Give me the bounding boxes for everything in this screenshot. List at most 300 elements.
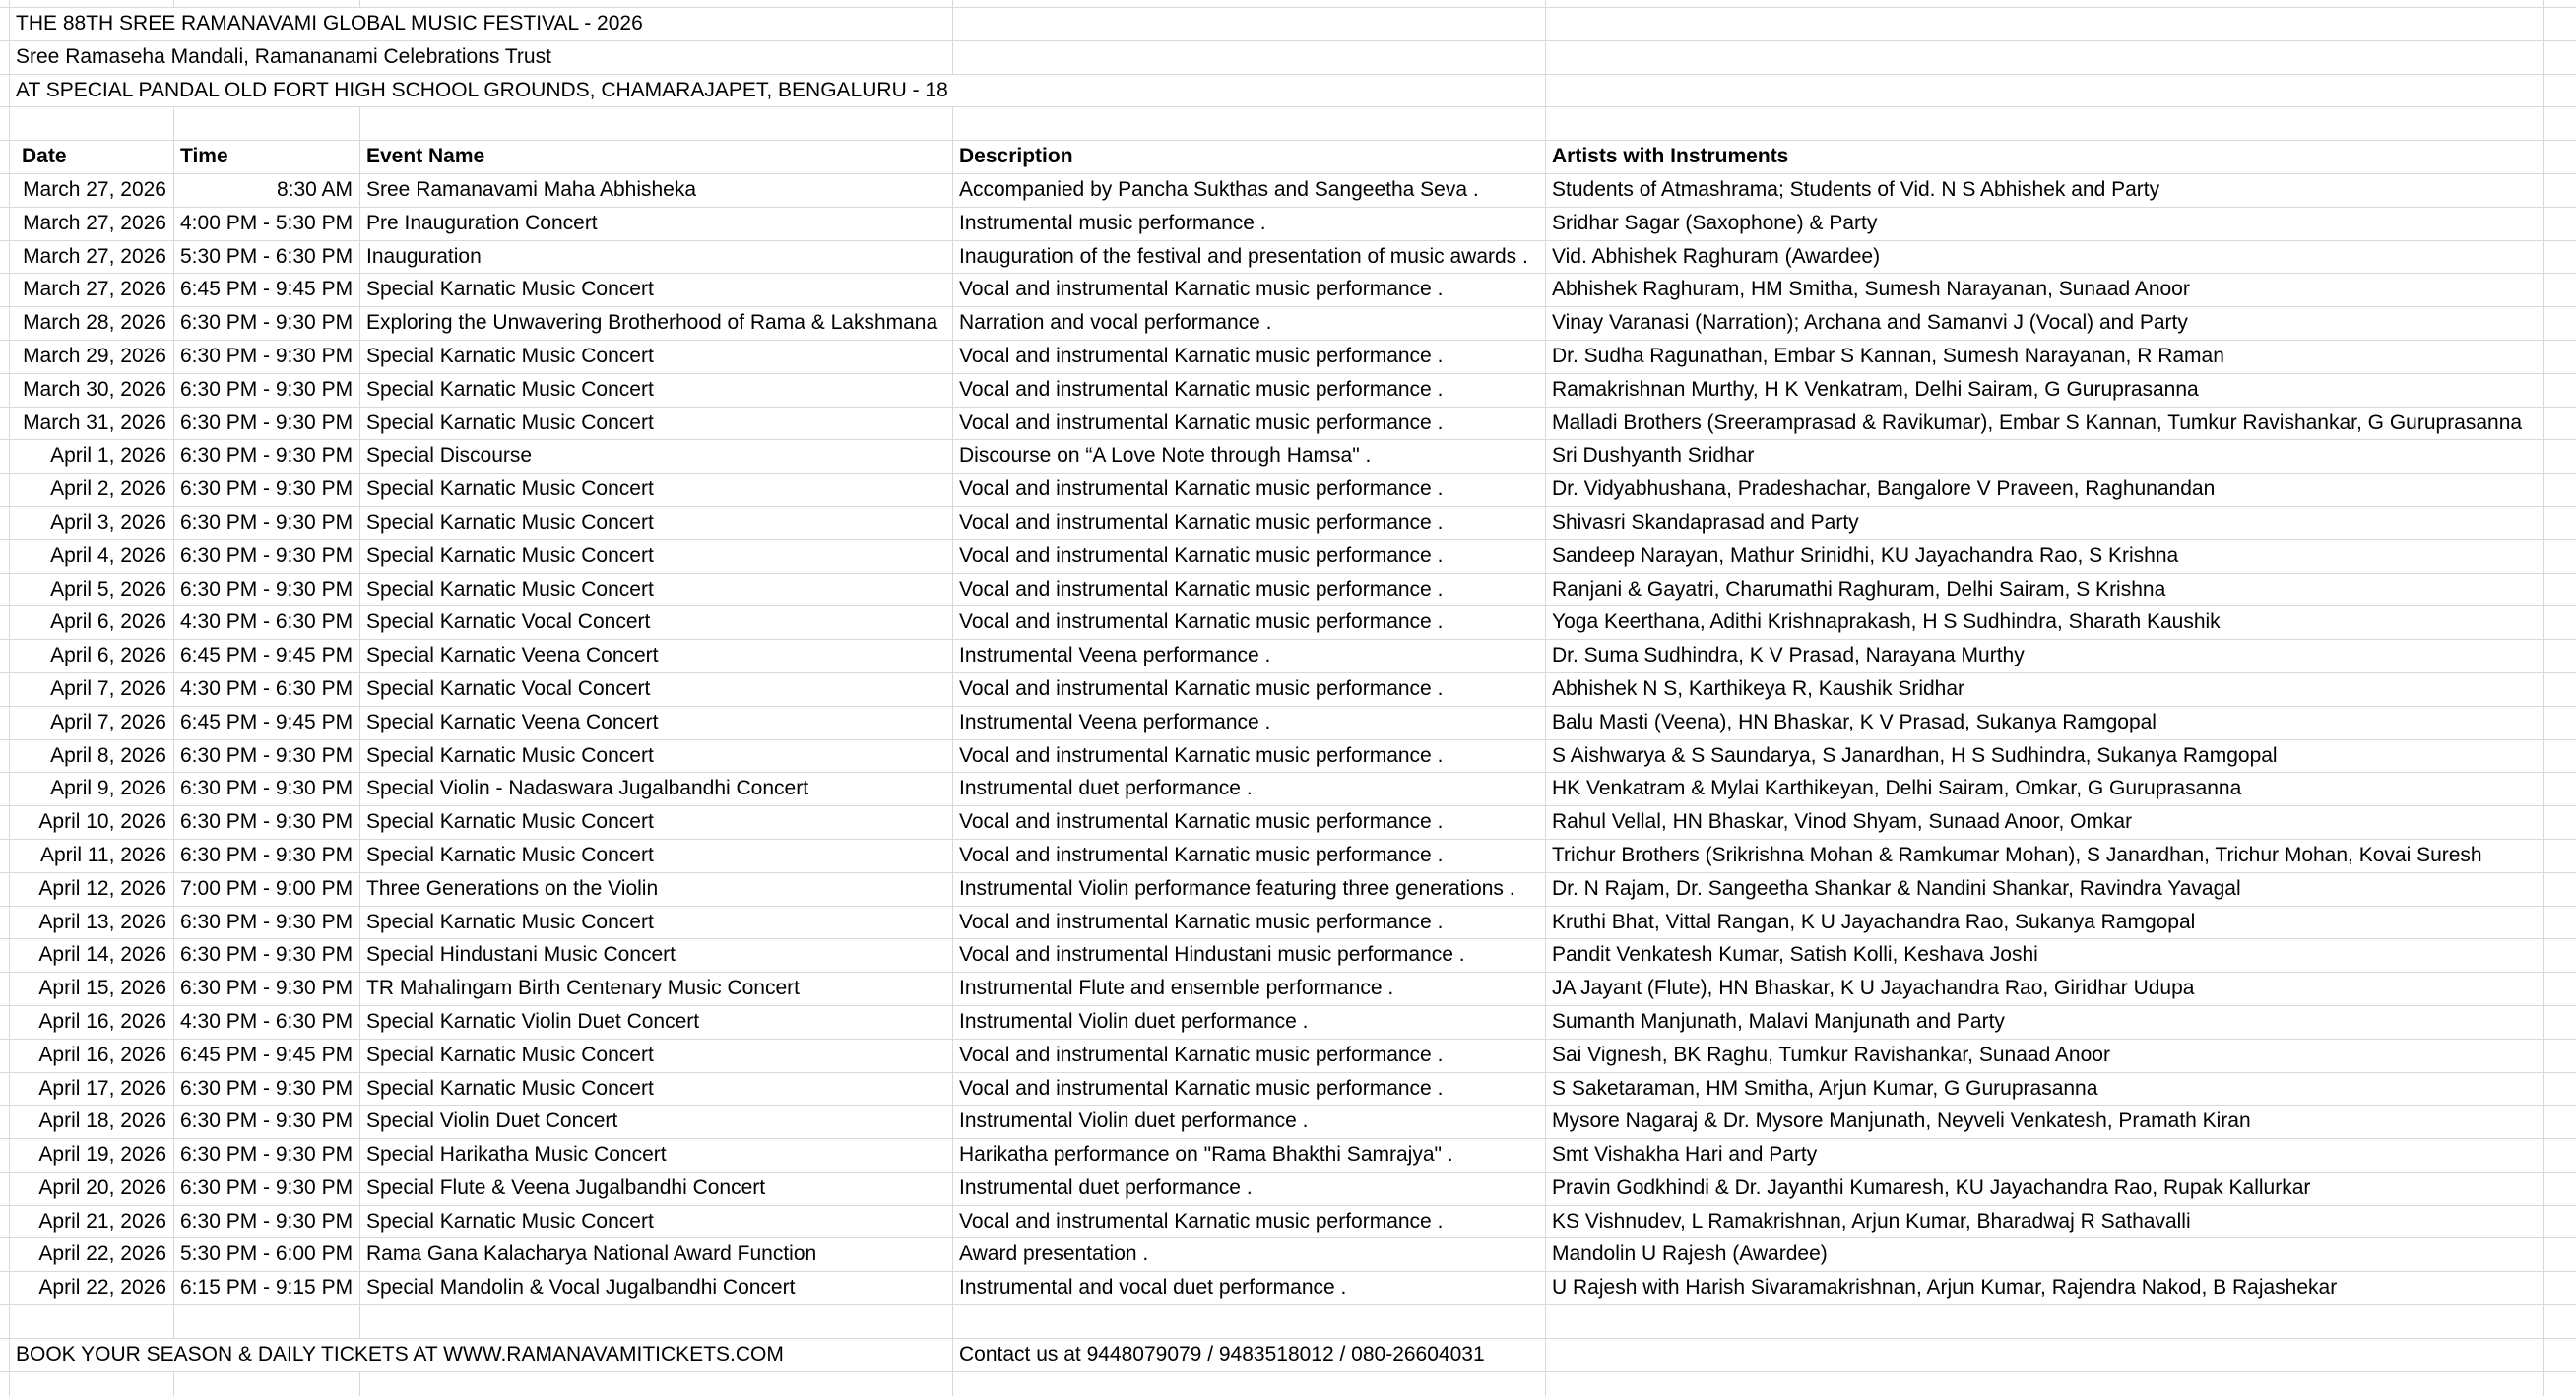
cell-event[interactable]: Special Karnatic Music Concert [360,374,953,407]
cell-extra[interactable] [2544,840,2576,872]
cell-time[interactable]: 6:30 PM - 9:30 PM [174,341,360,373]
cell-description[interactable]: Discourse on “A Love Note through Hamsa" . [953,440,1546,473]
cell-gutter[interactable] [0,8,10,40]
cell-description[interactable]: Vocal and instrumental Karnatic music performance . [953,1206,1546,1238]
cell-event[interactable]: Three Generations on the Violin [360,873,953,906]
cell-description[interactable]: Instrumental music performance . [953,208,1546,240]
cell-event[interactable]: Special Karnatic Music Concert [360,274,953,306]
cell-event[interactable] [360,0,953,7]
cell-gutter[interactable] [0,241,10,274]
cell-description[interactable]: Vocal and instrumental Karnatic music performance . [953,574,1546,606]
cell-gutter[interactable] [0,640,10,672]
cell-artists[interactable]: Ramakrishnan Murthy, H K Venkatram, Delhi Sairam, G Guruprasanna [1546,374,2544,407]
cell-event[interactable]: Special Violin Duet Concert [360,1106,953,1138]
cell-time[interactable]: 6:45 PM - 9:45 PM [174,707,360,739]
cell-artists[interactable]: Dr. N Rajam, Dr. Sangeetha Shankar & Nandini Shankar, Ravindra Yavagal [1546,873,2544,906]
cell-gutter[interactable] [0,1106,10,1138]
cell-time[interactable]: 6:15 PM - 9:15 PM [174,1272,360,1304]
cell-description[interactable]: Accompanied by Pancha Sukthas and Sangeetha Seva . [953,174,1546,207]
sheet-title[interactable]: THE 88TH SREE RAMANAVAMI GLOBAL MUSIC FESTIVAL - 2026 [10,8,953,40]
cell-date[interactable]: March 30, 2026 [10,374,174,407]
cell-time[interactable]: 6:30 PM - 9:30 PM [174,773,360,805]
cell-extra[interactable] [2544,174,2576,207]
cell-event[interactable]: Pre Inauguration Concert [360,208,953,240]
sheet-subtitle[interactable]: Sree Ramaseha Mandali, Ramananami Celebrations Trust [10,41,953,74]
cell-event[interactable]: Special Karnatic Violin Duet Concert [360,1006,953,1039]
cell-extra[interactable] [2544,907,2576,939]
cell-time[interactable]: 5:30 PM - 6:30 PM [174,241,360,274]
cell-event[interactable]: Special Karnatic Music Concert [360,1206,953,1238]
cell-artists[interactable]: Sandeep Narayan, Mathur Srinidhi, KU Jayachandra Rao, S Krishna [1546,540,2544,573]
cell-description[interactable]: Harikatha performance on "Rama Bhakthi Samrajya" . [953,1139,1546,1172]
cell-date[interactable]: April 7, 2026 [10,707,174,739]
contact-info[interactable]: Contact us at 9448079079 / 9483518012 / 080-26604031 [953,1339,1546,1371]
cell-date[interactable]: April 13, 2026 [10,907,174,939]
cell-time[interactable]: 4:30 PM - 6:30 PM [174,606,360,639]
cell-event[interactable] [360,107,953,140]
cell-extra[interactable] [2544,1372,2576,1396]
column-header-event-name[interactable]: Event Name [360,141,953,173]
cell-time[interactable] [174,1305,360,1338]
cell-gutter[interactable] [0,0,10,7]
cell-event[interactable]: Special Karnatic Veena Concert [360,707,953,739]
cell-description[interactable]: Vocal and instrumental Karnatic music performance . [953,474,1546,506]
cell-event[interactable]: Special Harikatha Music Concert [360,1139,953,1172]
cell-extra[interactable] [2544,1139,2576,1172]
cell-time[interactable]: 8:30 AM [174,174,360,207]
cell-extra[interactable] [2544,1073,2576,1106]
cell-gutter[interactable] [0,1040,10,1072]
cell-extra[interactable] [2544,773,2576,805]
cell-extra[interactable] [2544,1040,2576,1072]
cell-description[interactable] [953,41,1546,74]
cell-time[interactable]: 6:30 PM - 9:30 PM [174,307,360,340]
cell-gutter[interactable] [0,707,10,739]
cell-artists[interactable] [1546,1339,2544,1371]
cell-time[interactable]: 6:30 PM - 9:30 PM [174,440,360,473]
cell-description[interactable]: Instrumental duet performance . [953,1173,1546,1205]
table-row [0,1206,2576,1239]
cell-artists[interactable]: Pravin Godkhindi & Dr. Jayanthi Kumaresh, KU Jayachandra Rao, Rupak Kallurkar [1546,1173,2544,1205]
cell-extra[interactable] [2544,707,2576,739]
cell-gutter[interactable] [0,440,10,473]
cell-artists[interactable]: Ranjani & Gayatri, Charumathi Raghuram, Delhi Sairam, S Krishna [1546,574,2544,606]
cell-date[interactable]: April 10, 2026 [10,806,174,839]
cell-gutter[interactable] [0,806,10,839]
cell-artists[interactable]: Sumanth Manjunath, Malavi Manjunath and Party [1546,1006,2544,1039]
cell-gutter[interactable] [0,840,10,872]
cell-extra[interactable] [2544,8,2576,40]
cell-event[interactable]: Special Mandolin & Vocal Jugalbandhi Concert [360,1272,953,1304]
cell-time[interactable]: 6:30 PM - 9:30 PM [174,740,360,773]
cell-description[interactable]: Vocal and instrumental Karnatic music performance . [953,740,1546,773]
cell-date[interactable]: April 6, 2026 [10,606,174,639]
cell-extra[interactable] [2544,1238,2576,1271]
cell-description[interactable]: Narration and vocal performance . [953,307,1546,340]
cell-date[interactable]: March 28, 2026 [10,307,174,340]
cell-event[interactable]: Special Violin - Nadaswara Jugalbandhi Concert [360,773,953,805]
cell-time[interactable]: 6:30 PM - 9:30 PM [174,474,360,506]
cell-date[interactable]: April 20, 2026 [10,1173,174,1205]
cell-gutter[interactable] [0,1339,10,1371]
cell-date[interactable]: April 6, 2026 [10,640,174,672]
cell-event[interactable]: Inauguration [360,241,953,274]
cell-event[interactable]: Rama Gana Kalacharya National Award Function [360,1238,953,1271]
cell-artists[interactable]: Smt Vishakha Hari and Party [1546,1139,2544,1172]
cell-description[interactable]: Instrumental Veena performance . [953,640,1546,672]
cell-gutter[interactable] [0,740,10,773]
cell-time[interactable]: 5:30 PM - 6:00 PM [174,1238,360,1271]
cell-extra[interactable] [2544,740,2576,773]
cell-description[interactable]: Instrumental Flute and ensemble performance . [953,973,1546,1005]
cell-time[interactable]: 6:45 PM - 9:45 PM [174,274,360,306]
cell-time[interactable]: 6:30 PM - 9:30 PM [174,1206,360,1238]
cell-time[interactable]: 6:30 PM - 9:30 PM [174,1073,360,1106]
cell-description[interactable]: Vocal and instrumental Karnatic music performance . [953,840,1546,872]
cell-artists[interactable]: Mandolin U Rajesh (Awardee) [1546,1238,2544,1271]
table-row [0,1006,2576,1040]
cell-gutter[interactable] [0,1372,10,1396]
cell-event[interactable]: Special Flute & Veena Jugalbandhi Concert [360,1173,953,1205]
cell-description[interactable]: Vocal and instrumental Karnatic music performance . [953,907,1546,939]
cell-date[interactable]: March 27, 2026 [10,241,174,274]
cell-artists[interactable]: Sri Dushyanth Sridhar [1546,440,2544,473]
cell-artists[interactable] [1546,41,2544,74]
table-row [0,1272,2576,1305]
cell-description[interactable] [953,107,1546,140]
column-header-time[interactable]: Time [174,141,360,173]
cell-artists[interactable]: Trichur Brothers (Srikrishna Mohan & Ramkumar Mohan), S Janardhan, Trichur Mohan, Kovai Suresh [1546,840,2544,872]
cell-description[interactable]: Instrumental and vocal duet performance . [953,1272,1546,1304]
column-header-artists[interactable]: Artists with Instruments [1546,141,2544,173]
cell-time[interactable]: 6:45 PM - 9:45 PM [174,1040,360,1072]
cell-description[interactable] [953,1372,1546,1396]
cell-date[interactable]: April 16, 2026 [10,1040,174,1072]
cell-gutter[interactable] [0,1139,10,1172]
cell-event[interactable]: Special Karnatic Veena Concert [360,640,953,672]
cell-date[interactable]: April 14, 2026 [10,939,174,972]
cell-gutter[interactable] [0,174,10,207]
cell-gutter[interactable] [0,1206,10,1238]
cell-time[interactable]: 6:30 PM - 9:30 PM [174,540,360,573]
cell-extra[interactable] [2544,1339,2576,1371]
cell-artists[interactable]: Vinay Varanasi (Narration); Archana and Samanvi J (Vocal) and Party [1546,307,2544,340]
cell-description[interactable] [953,1305,1546,1338]
cell-event[interactable]: Special Karnatic Music Concert [360,408,953,440]
cell-time[interactable]: 4:00 PM - 5:30 PM [174,208,360,240]
cell-date[interactable]: April 15, 2026 [10,973,174,1005]
cell-description[interactable]: Vocal and instrumental Karnatic music performance . [953,341,1546,373]
cell-gutter[interactable] [0,1238,10,1271]
cell-extra[interactable] [2544,1006,2576,1039]
cell-date[interactable]: April 1, 2026 [10,440,174,473]
cell-date[interactable]: April 21, 2026 [10,1206,174,1238]
cell-time[interactable]: 6:45 PM - 9:45 PM [174,640,360,672]
cell-extra[interactable] [2544,1106,2576,1138]
cell-artists[interactable] [1546,75,2544,107]
cell-extra[interactable] [2544,1173,2576,1205]
cell-gutter[interactable] [0,1006,10,1039]
table-row [0,507,2576,540]
cell-gutter[interactable] [0,274,10,306]
table-row [0,806,2576,840]
cell-extra[interactable] [2544,274,2576,306]
cell-artists[interactable]: Dr. Vidyabhushana, Pradeshachar, Bangalore V Praveen, Raghunandan [1546,474,2544,506]
cell-description[interactable]: Instrumental Violin performance featuring three generations . [953,873,1546,906]
cell-gutter[interactable] [0,1173,10,1205]
cell-artists[interactable]: Yoga Keerthana, Adithi Krishnaprakash, H S Sudhindra, Sharath Kaushik [1546,606,2544,639]
cell-event[interactable]: Special Karnatic Music Concert [360,840,953,872]
cell-artists[interactable]: Abhishek N S, Karthikeya R, Kaushik Sridhar [1546,673,2544,706]
cell-time[interactable] [174,1372,360,1396]
cell-gutter[interactable] [0,1305,10,1338]
cell-date[interactable]: April 17, 2026 [10,1073,174,1106]
cell-event[interactable]: Exploring the Unwavering Brotherhood of Rama & Lakshmana [360,307,953,340]
cell-event[interactable]: Special Karnatic Music Concert [360,507,953,539]
cell-date[interactable]: April 22, 2026 [10,1272,174,1304]
cell-gutter[interactable] [0,939,10,972]
cell-gutter[interactable] [0,307,10,340]
cell-gutter[interactable] [0,208,10,240]
cell-gutter[interactable] [0,606,10,639]
cell-extra[interactable] [2544,440,2576,473]
cell-extra[interactable] [2544,806,2576,839]
cell-artists[interactable]: S Saketaraman, HM Smitha, Arjun Kumar, G Guruprasanna [1546,1073,2544,1106]
cell-extra[interactable] [2544,141,2576,173]
column-header-date[interactable]: Date [10,141,174,173]
cell-artists[interactable]: Balu Masti (Veena), HN Bhaskar, K V Prasad, Sukanya Ramgopal [1546,707,2544,739]
cell-event[interactable]: Special Karnatic Music Concert [360,740,953,773]
cell-event[interactable]: Special Discourse [360,440,953,473]
table-row [0,907,2576,940]
cell-artists[interactable]: Rahul Vellal, HN Bhaskar, Vinod Shyam, Sunaad Anoor, Omkar [1546,806,2544,839]
cell-time[interactable] [174,107,360,140]
cell-extra[interactable] [2544,606,2576,639]
cell-date[interactable]: April 2, 2026 [10,474,174,506]
cell-extra[interactable] [2544,341,2576,373]
cell-extra[interactable] [2544,540,2576,573]
cell-description[interactable] [953,8,1546,40]
cell-description[interactable]: Vocal and instrumental Karnatic music performance . [953,408,1546,440]
cell-gutter[interactable] [0,540,10,573]
cell-time[interactable]: 6:30 PM - 9:30 PM [174,507,360,539]
cell-extra[interactable] [2544,241,2576,274]
cell-time[interactable]: 6:30 PM - 9:30 PM [174,374,360,407]
cell-date[interactable]: April 11, 2026 [10,840,174,872]
cell-time[interactable]: 6:30 PM - 9:30 PM [174,939,360,972]
cell-extra[interactable] [2544,973,2576,1005]
cell-description[interactable]: Vocal and instrumental Karnatic music performance . [953,806,1546,839]
cell-gutter[interactable] [0,341,10,373]
cell-time[interactable]: 6:30 PM - 9:30 PM [174,574,360,606]
cell-artists[interactable]: Dr. Suma Sudhindra, K V Prasad, Narayana Murthy [1546,640,2544,672]
cell-description[interactable]: Vocal and instrumental Karnatic music performance . [953,540,1546,573]
cell-time[interactable]: 6:30 PM - 9:30 PM [174,1139,360,1172]
cell-time[interactable]: 6:30 PM - 9:30 PM [174,1173,360,1205]
cell-artists[interactable] [1546,0,2544,7]
cell-date[interactable] [10,107,174,140]
cell-time[interactable] [174,0,360,7]
cell-time[interactable]: 4:30 PM - 6:30 PM [174,1006,360,1039]
cell-extra[interactable] [2544,41,2576,74]
cell-gutter[interactable] [0,408,10,440]
cell-date[interactable]: April 16, 2026 [10,1006,174,1039]
cell-date[interactable]: April 8, 2026 [10,740,174,773]
cell-artists[interactable] [1546,107,2544,140]
cell-date[interactable] [10,1305,174,1338]
cell-gutter[interactable] [0,107,10,140]
cell-date[interactable]: April 7, 2026 [10,673,174,706]
cell-extra[interactable] [2544,1272,2576,1304]
cell-gutter[interactable] [0,973,10,1005]
cell-description[interactable]: Vocal and instrumental Karnatic music performance . [953,274,1546,306]
cell-description[interactable]: Inauguration of the festival and presentation of music awards . [953,241,1546,274]
cell-description[interactable]: Vocal and instrumental Karnatic music performance . [953,673,1546,706]
cell-description[interactable]: Instrumental Violin duet performance . [953,1006,1546,1039]
cell-description[interactable]: Vocal and instrumental Karnatic music performance . [953,507,1546,539]
cell-artists[interactable]: Students of Atmashrama; Students of Vid. N S Abhishek and Party [1546,174,2544,207]
cell-description[interactable]: Instrumental Veena performance . [953,707,1546,739]
cell-description[interactable]: Vocal and instrumental Karnatic music performance . [953,374,1546,407]
cell-date[interactable]: March 31, 2026 [10,408,174,440]
cell-extra[interactable] [2544,1305,2576,1338]
cell-date[interactable]: April 19, 2026 [10,1139,174,1172]
cell-date[interactable]: April 18, 2026 [10,1106,174,1138]
cell-event[interactable]: Special Karnatic Music Concert [360,907,953,939]
cell-event[interactable]: Special Karnatic Music Concert [360,474,953,506]
cell-artists[interactable] [1546,1372,2544,1396]
cell-date[interactable]: March 27, 2026 [10,208,174,240]
cell-extra[interactable] [2544,1206,2576,1238]
cell-artists[interactable]: HK Venkatram & Mylai Karthikeyan, Delhi Sairam, Omkar, G Guruprasanna [1546,773,2544,805]
cell-artists[interactable]: KS Vishnudev, L Ramakrishnan, Arjun Kumar, Bharadwaj R Sathavalli [1546,1206,2544,1238]
cell-gutter[interactable] [0,41,10,74]
cell-time[interactable]: 6:30 PM - 9:30 PM [174,840,360,872]
cell-event[interactable]: Special Karnatic Vocal Concert [360,606,953,639]
cell-artists[interactable]: Kruthi Bhat, Vittal Rangan, K U Jayachandra Rao, Sukanya Ramgopal [1546,907,2544,939]
cell-event[interactable]: Special Karnatic Music Concert [360,1073,953,1106]
cell-date[interactable]: April 12, 2026 [10,873,174,906]
cell-extra[interactable] [2544,507,2576,539]
cell-gutter[interactable] [0,907,10,939]
column-header-description[interactable]: Description [953,141,1546,173]
cell-artists[interactable]: Sai Vignesh, BK Raghu, Tumkur Ravishankar, Sunaad Anoor [1546,1040,2544,1072]
cell-gutter[interactable] [0,574,10,606]
cell-extra[interactable] [2544,107,2576,140]
cell-extra[interactable] [2544,307,2576,340]
cell-artists[interactable]: Shivasri Skandaprasad and Party [1546,507,2544,539]
cell-time[interactable]: 6:30 PM - 9:30 PM [174,1106,360,1138]
cell-event[interactable]: Special Karnatic Music Concert [360,341,953,373]
cell-description[interactable] [953,0,1546,7]
cell-artists[interactable] [1546,1305,2544,1338]
cell-gutter[interactable] [0,1073,10,1106]
cell-event[interactable]: Special Karnatic Music Concert [360,540,953,573]
cell-date[interactable] [10,0,174,7]
cell-event[interactable]: Special Karnatic Music Concert [360,1040,953,1072]
cell-description[interactable]: Vocal and instrumental Karnatic music performance . [953,606,1546,639]
cell-date[interactable]: April 9, 2026 [10,773,174,805]
cell-gutter[interactable] [0,673,10,706]
cell-event[interactable] [360,1372,953,1396]
cell-event[interactable] [360,1305,953,1338]
cell-description[interactable]: Instrumental Violin duet performance . [953,1106,1546,1138]
cell-event[interactable]: Sree Ramanavami Maha Abhisheka [360,174,953,207]
cell-gutter[interactable] [0,773,10,805]
cell-time[interactable]: 6:30 PM - 9:30 PM [174,973,360,1005]
cell-artists[interactable]: Dr. Sudha Ragunathan, Embar S Kannan, Sumesh Narayanan, R Raman [1546,341,2544,373]
cell-time[interactable]: 6:30 PM - 9:30 PM [174,408,360,440]
cell-artists[interactable]: JA Jayant (Flute), HN Bhaskar, K U Jayachandra Rao, Giridhar Udupa [1546,973,2544,1005]
cell-extra[interactable] [2544,673,2576,706]
cell-artists[interactable]: U Rajesh with Harish Sivaramakrishnan, Arjun Kumar, Rajendra Nakod, B Rajashekar [1546,1272,2544,1304]
cell-description[interactable]: Instrumental duet performance . [953,773,1546,805]
cell-time[interactable]: 6:30 PM - 9:30 PM [174,806,360,839]
cell-date[interactable]: April 3, 2026 [10,507,174,539]
cell-event[interactable]: Special Karnatic Music Concert [360,806,953,839]
cell-description[interactable]: Award presentation . [953,1238,1546,1271]
cell-time[interactable]: 4:30 PM - 6:30 PM [174,673,360,706]
cell-extra[interactable] [2544,873,2576,906]
cell-extra[interactable] [2544,75,2576,107]
cell-artists[interactable]: S Aishwarya & S Saundarya, S Janardhan, H S Sudhindra, Sukanya Ramgopal [1546,740,2544,773]
cell-date[interactable]: April 5, 2026 [10,574,174,606]
cell-event[interactable]: Special Karnatic Vocal Concert [360,673,953,706]
table-row [0,241,2576,275]
cell-extra[interactable] [2544,640,2576,672]
cell-time[interactable]: 6:30 PM - 9:30 PM [174,907,360,939]
cell-event[interactable]: TR Mahalingam Birth Centenary Music Concert [360,973,953,1005]
cell-artists[interactable]: Pandit Venkatesh Kumar, Satish Kolli, Keshava Joshi [1546,939,2544,972]
cell-artists[interactable]: Sridhar Sagar (Saxophone) & Party [1546,208,2544,240]
cell-description[interactable]: Vocal and instrumental Karnatic music performance . [953,1073,1546,1106]
cell-artists[interactable]: Abhishek Raghuram, HM Smitha, Sumesh Narayanan, Sunaad Anoor [1546,274,2544,306]
cell-date[interactable]: April 22, 2026 [10,1238,174,1271]
cell-gutter[interactable] [0,1272,10,1304]
cell-date[interactable]: April 4, 2026 [10,540,174,573]
cell-extra[interactable] [2544,0,2576,7]
cell-gutter[interactable] [0,474,10,506]
cell-gutter[interactable] [0,374,10,407]
cell-extra[interactable] [2544,574,2576,606]
cell-gutter[interactable] [0,75,10,107]
cell-description[interactable]: Vocal and instrumental Karnatic music performance . [953,1040,1546,1072]
tickets-info[interactable]: BOOK YOUR SEASON & DAILY TICKETS AT WWW.RAMANAVAMITICKETS.COM [10,1339,953,1371]
cell-extra[interactable] [2544,474,2576,506]
cell-date[interactable] [10,1372,174,1396]
cell-artists[interactable]: Mysore Nagaraj & Dr. Mysore Manjunath, Neyveli Venkatesh, Pramath Kiran [1546,1106,2544,1138]
cell-artists[interactable]: Vid. Abhishek Raghuram (Awardee) [1546,241,2544,274]
cell-gutter[interactable] [0,141,10,173]
cell-extra[interactable] [2544,374,2576,407]
cell-artists[interactable]: Malladi Brothers (Sreeramprasad & Ravikumar), Embar S Kannan, Tumkur Ravishankar, G Guruprasanna [1546,408,2544,440]
cell-gutter[interactable] [0,507,10,539]
cell-artists[interactable] [1546,8,2544,40]
cell-event[interactable]: Special Hindustani Music Concert [360,939,953,972]
cell-date[interactable]: March 27, 2026 [10,274,174,306]
cell-date[interactable]: March 27, 2026 [10,174,174,207]
table-row [0,440,2576,474]
cell-date[interactable]: March 29, 2026 [10,341,174,373]
cell-extra[interactable] [2544,939,2576,972]
cell-extra[interactable] [2544,408,2576,440]
cell-extra[interactable] [2544,208,2576,240]
sheet-venue[interactable]: AT SPECIAL PANDAL OLD FORT HIGH SCHOOL GROUNDS, CHAMARAJAPET, BENGALURU - 18 [10,75,1546,107]
cell-description[interactable]: Vocal and instrumental Hindustani music performance . [953,939,1546,972]
cell-event[interactable]: Special Karnatic Music Concert [360,574,953,606]
cell-gutter[interactable] [0,873,10,906]
cell-time[interactable]: 7:00 PM - 9:00 PM [174,873,360,906]
